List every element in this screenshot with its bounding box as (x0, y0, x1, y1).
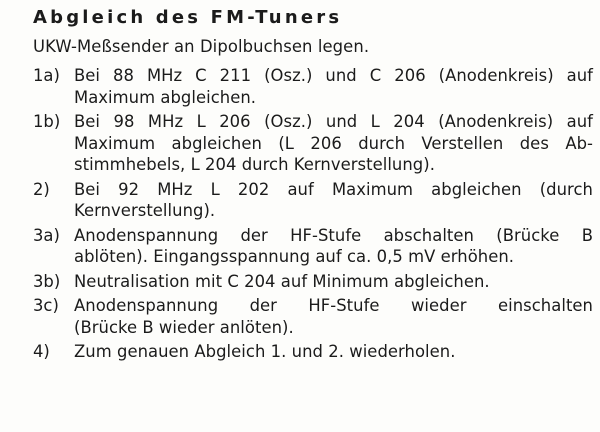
step-line: Maximum abgleichen. (74, 87, 257, 107)
intro-text: UKW-Meßsender an Dipolbuchsen legen. (33, 37, 370, 56)
step-text (74, 65, 593, 108)
step-line: Bei 88 MHz C 211 (Osz.) und C 206 (Anodenkreis) auf (74, 66, 593, 85)
step-line: Bei 92 MHz L 202 auf Maximum abgleichen (durch (74, 179, 593, 199)
step-number: 3a) (33, 225, 60, 245)
step-line: Bei 98 MHz L 206 (Osz.) und L 204 (Anodenkreis) auf (74, 112, 593, 131)
step-number: 3c) (33, 296, 59, 315)
step-number: 2) (33, 179, 50, 199)
step-2 (33, 179, 593, 222)
step-text (74, 179, 593, 222)
step-3a (33, 225, 593, 268)
step-number: 3b) (33, 271, 61, 291)
step-number: 1a) (33, 66, 60, 85)
step-line: ablöten). Eingangsspannung auf ca. 0,5 mV erhöhen. (74, 247, 515, 266)
step-text (74, 271, 593, 293)
step-1a (33, 65, 593, 108)
step-number: 1b) (33, 112, 61, 131)
step-text (74, 295, 593, 338)
step-text (74, 341, 593, 363)
step-1b (33, 111, 593, 176)
step-line: Anodenspannung der HF-Stufe abschalten (Brücke B (74, 225, 593, 245)
step-text (74, 225, 593, 268)
step-line: stimmhebels, L 204 durch Kernverstellung). (74, 155, 435, 174)
step-line: Neutralisation mit C 204 auf Minimum abgleichen. (74, 271, 490, 291)
step-line: (Brücke B wieder anlöten). (74, 317, 294, 337)
step-line: Anodenspannung der HF-Stufe wieder einschalten (74, 296, 593, 315)
step-line: Kernverstellung). (74, 201, 216, 220)
step-line: Zum genauen Abgleich 1. und 2. wiederholen. (74, 342, 456, 361)
step-line: Maximum abgleichen (L 206 durch Verstellen des Ab- (74, 133, 593, 153)
section-title: Abgleich des FM-Tuners (33, 7, 343, 28)
step-text (74, 111, 593, 176)
step-3b (33, 271, 593, 293)
step-list (33, 65, 593, 366)
step-3c (33, 295, 593, 338)
step-number: 4) (33, 342, 50, 361)
step-4 (33, 341, 593, 363)
